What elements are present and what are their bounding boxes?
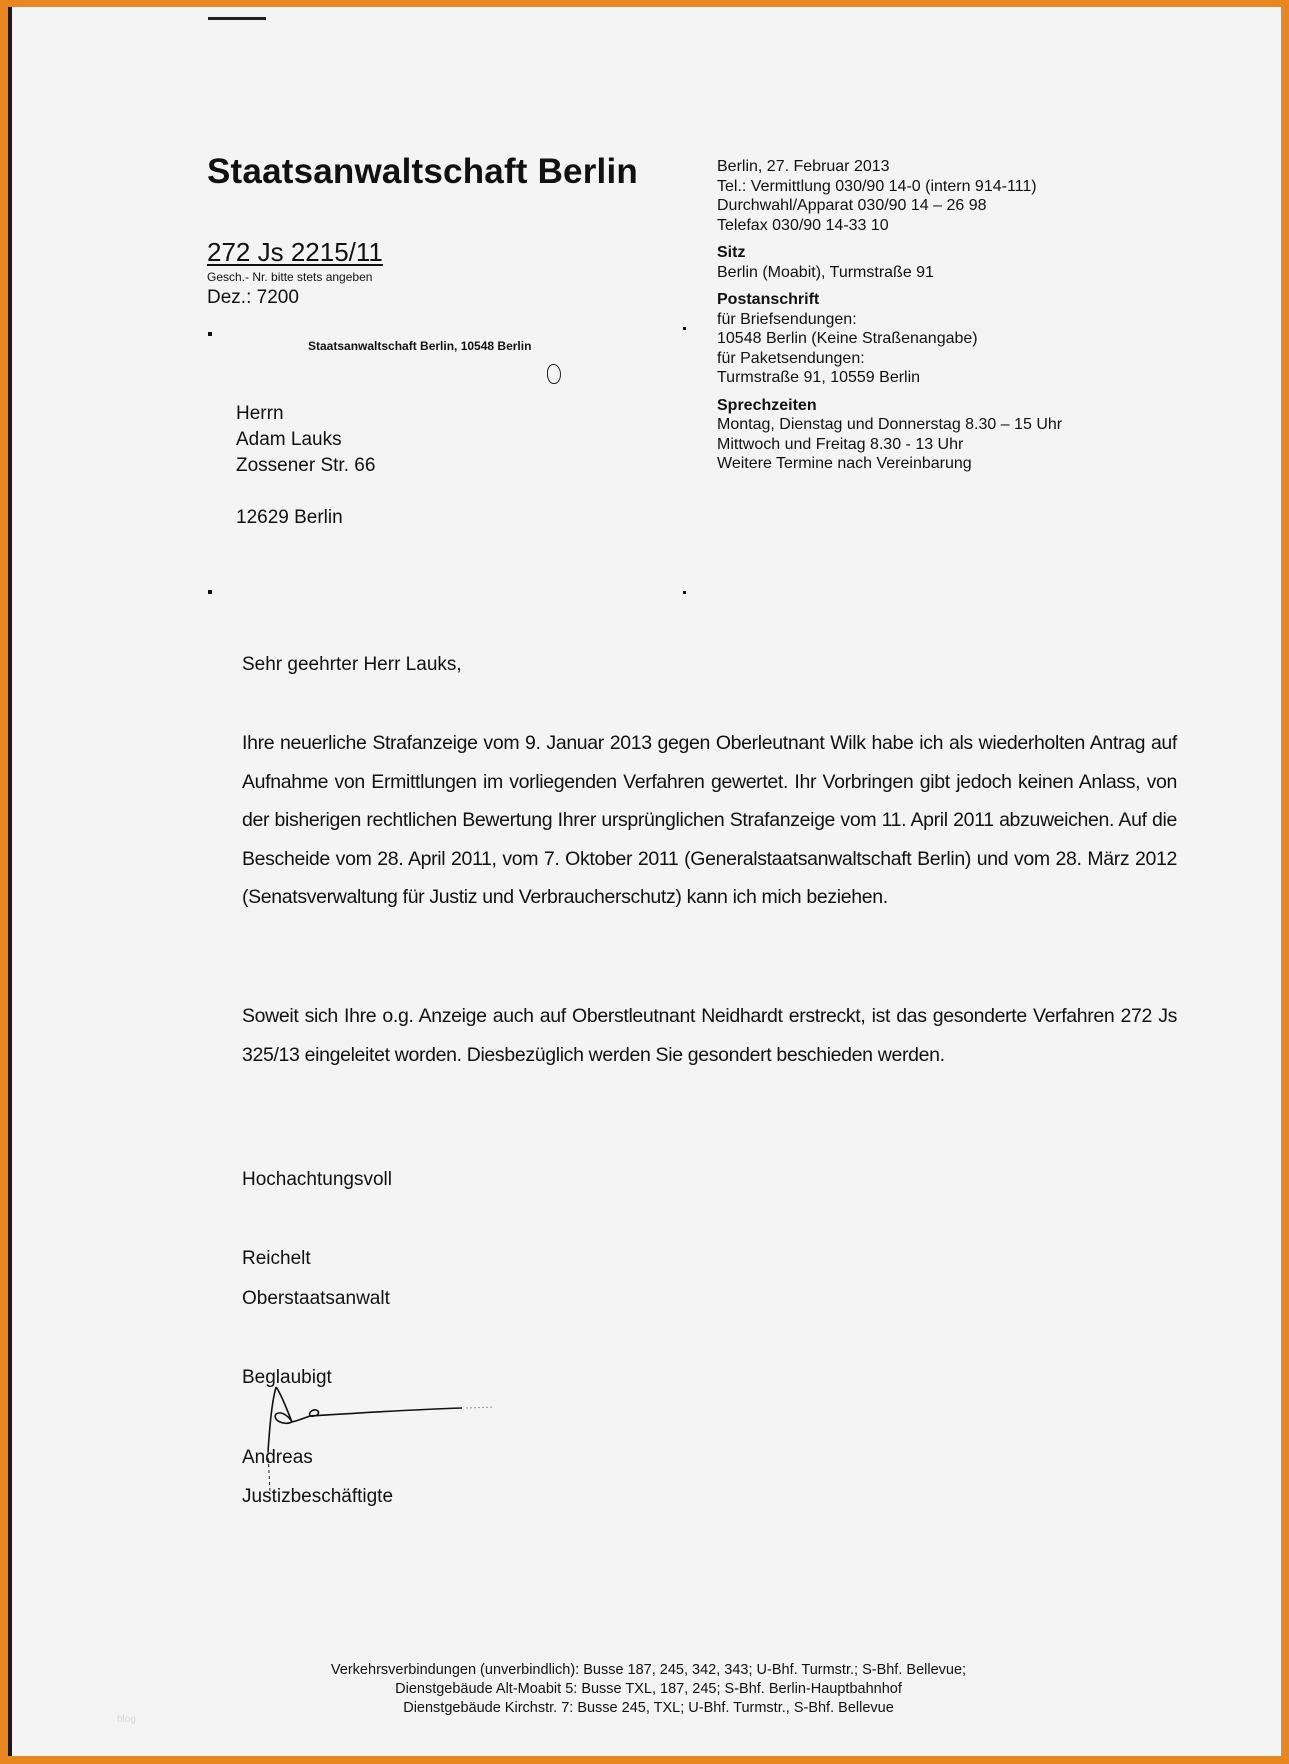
seat-heading: Sitz bbox=[717, 244, 746, 261]
body-paragraph-2: Soweit sich Ihre o.g. Anzeige auch auf Oberstleutnant Neidhardt erstreckt, ist das gesonderte Verfahren 272 Js 325/13 eingeleitet worden. Diesbezüglich werden Sie gesondert beschieden werden. bbox=[242, 1005, 1177, 1066]
authority-title: Staatsanwaltschaft Berlin bbox=[207, 152, 638, 191]
office-hours-heading: Sprechzeiten bbox=[717, 396, 817, 414]
fold-mark bbox=[208, 332, 212, 336]
body-paragraph-1: Ihre neuerliche Strafanzeige vom 9. Januar 2013 gegen Oberleutnant Wilk habe ich als wiederholten Antrag auf Aufnahme von Ermittlungen im vorliegenden Verfahren gewertet. Ihr Vorbringen gibt jedoch keinen Anlass, von der bisherigen rechtlichen Bewertung Ihrer ursprünglichen Strafanzeige vom 11. April 2011 abzuweichen. Auf die Bescheide vom 28. April 2011, vom 7. Oktober 2011 (Generalstaatsanwaltschaft Berlin) und vom 28. März 2012 (Senatsverwaltung für Justiz und Verbraucherschutz) kann ich mich beziehen. bbox=[242, 732, 1177, 908]
postal-line: Turmstraße 91, 10559 Berlin bbox=[717, 369, 921, 386]
stamp-mark bbox=[547, 364, 561, 384]
phone-main: Tel.: Vermittlung 030/90 14-0 (intern 914-111) bbox=[717, 177, 1037, 195]
closing-phrase: Hochachtungsvoll bbox=[242, 1169, 392, 1190]
recipient-name: Adam Lauks bbox=[236, 429, 342, 450]
postal-line: für Briefsendungen: bbox=[717, 310, 857, 328]
certifier-name: Andreas bbox=[242, 1447, 313, 1468]
fax-number: Telefax 030/90 14-33 10 bbox=[717, 216, 889, 234]
office-hours-line: Weitere Termine nach Vereinbarung bbox=[717, 455, 972, 472]
postal-line: 10548 Berlin (Keine Straßenangabe) bbox=[717, 330, 978, 347]
signer-title: Oberstaatsanwalt bbox=[242, 1288, 390, 1309]
office-hours-line: Montag, Dienstag und Donnerstag 8.30 – 15 Uhr bbox=[717, 416, 1063, 433]
letter-date: Berlin, 27. Februar 2013 bbox=[717, 158, 890, 175]
signature-icon bbox=[262, 1362, 512, 1502]
recipient-address bbox=[236, 401, 375, 479]
department-number: Dez.: 7200 bbox=[207, 287, 299, 308]
scan-mark bbox=[208, 17, 266, 20]
office-hours-line: Mittwoch und Freitag 8.30 - 13 Uhr bbox=[717, 435, 964, 453]
recipient-salutation: Herrn bbox=[236, 403, 284, 424]
footer-line: Dienstgebäude Kirchstr. 7: Busse 245, TXL; U-Bhf. Turmstr., S-Bhf. Bellevue bbox=[403, 1700, 894, 1716]
recipient-city: 12629 Berlin bbox=[236, 507, 343, 528]
watermark: blog bbox=[117, 1714, 136, 1725]
footer-line: Dienstgebäude Alt-Moabit 5: Busse TXL, 187, 245; S-Bhf. Berlin-Hauptbahnhof bbox=[395, 1681, 902, 1697]
fold-mark bbox=[208, 590, 212, 594]
file-reference: 272 Js 2215/11 bbox=[207, 237, 383, 267]
file-reference-note: Gesch.- Nr. bitte stets angeben bbox=[207, 270, 373, 284]
fold-mark bbox=[683, 591, 686, 594]
phone-direct: Durchwahl/Apparat 030/90 14 – 26 98 bbox=[717, 197, 987, 214]
transport-footer bbox=[12, 1661, 1285, 1718]
postal-heading: Postanschrift bbox=[717, 291, 820, 308]
recipient-street: Zossener Str. 66 bbox=[236, 455, 376, 476]
signer-name: Reichelt bbox=[242, 1248, 311, 1269]
certifier-title: Justizbeschäftigte bbox=[242, 1486, 394, 1507]
contact-info-block bbox=[717, 157, 1062, 474]
footer-line: Verkehrsverbindungen (unverbindlich): Busse 187, 245, 342, 343; U-Bhf. Turmstr.; S-Bhf. Bellevue; bbox=[330, 1662, 967, 1678]
return-address: Staatsanwaltschaft Berlin, 10548 Berlin bbox=[308, 339, 532, 353]
fold-mark bbox=[683, 327, 686, 330]
letter-page bbox=[8, 7, 1281, 1756]
postal-line: für Paketsendungen: bbox=[717, 349, 865, 367]
letter-salutation: Sehr geehrter Herr Lauks, bbox=[242, 654, 462, 675]
certification-label: Beglaubigt bbox=[242, 1367, 332, 1388]
seat-address: Berlin (Moabit), Turmstraße 91 bbox=[717, 263, 934, 281]
